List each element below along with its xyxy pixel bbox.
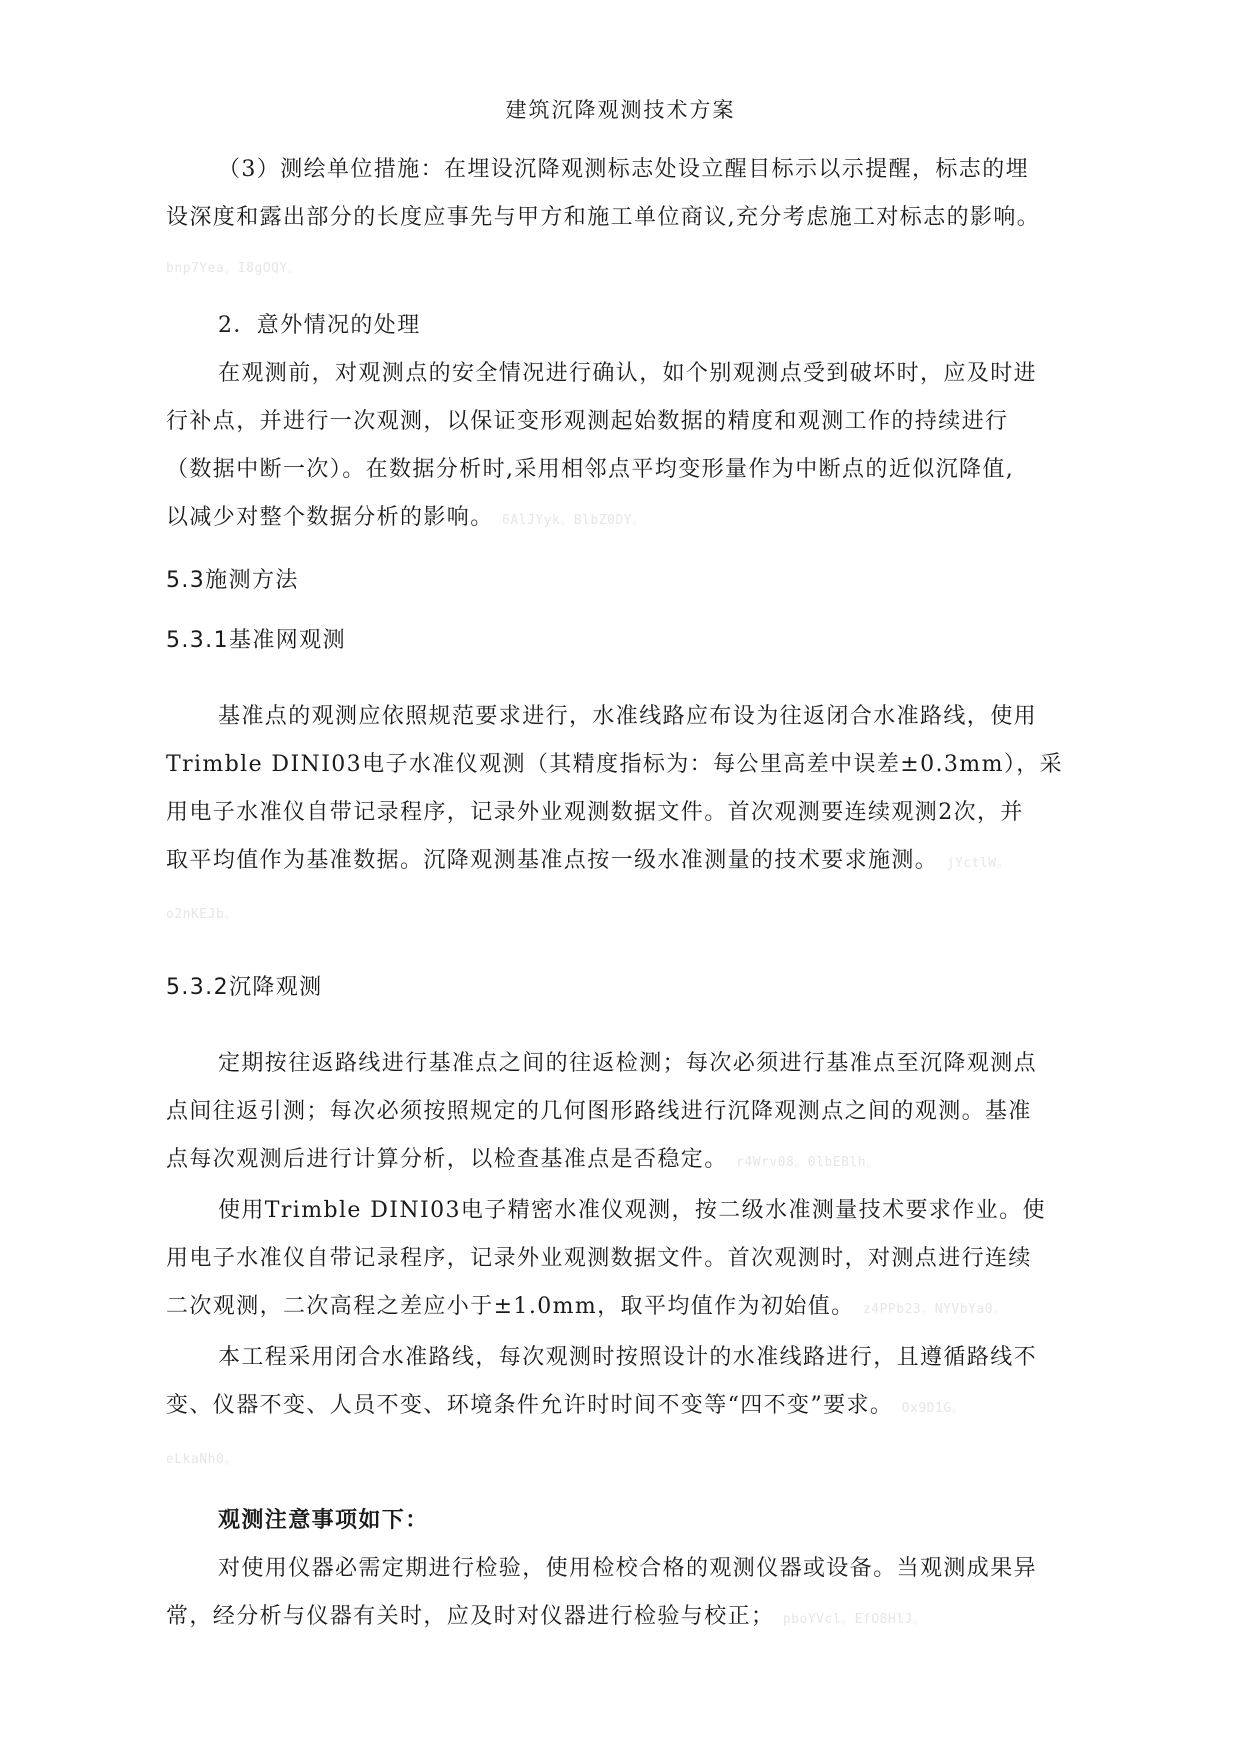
watermark-text: jYctlW。 <box>946 856 1011 871</box>
paragraph-text: 点每次观测后进行计算分析，以检查基准点是否稳定。 <box>166 1147 728 1172</box>
paragraph-line <box>166 494 1086 545</box>
paragraph-line: 本工程采用闭合水准路线，每次观测时按照设计的水准线路进行，且遵循路线不 <box>218 1345 1038 1370</box>
paragraph-line <box>166 837 1086 888</box>
paragraph-line: Trimble DINI03电子水准仪观测（其精度指标为：每公里高差中误差±0.3mm），采 <box>166 752 1064 777</box>
paragraph-line: 使用Trimble DINI03电子精密水准仪观测，按二级水准测量技术要求作业。使 <box>218 1198 1046 1223</box>
paragraph-line <box>166 1136 1086 1187</box>
watermark-text: Ox9D1G。 <box>901 1401 966 1416</box>
section-heading-5-3-2: 5.3.2沉降观测 <box>166 975 323 1000</box>
paragraph-line <box>166 1283 1086 1334</box>
watermark-text: o2nKEJb。 <box>166 907 238 922</box>
paragraph-line: 对使用仪器必需定期进行检验，使用检校合格的观测仪器或设备。当观测成果异 <box>218 1556 1038 1581</box>
paragraph-line: 用电子水准仪自带记录程序，记录外业观测数据文件。首次观测要连续观测2次，并 <box>166 800 1024 825</box>
section-heading-accident: 2．意外情况的处理 <box>218 313 421 338</box>
watermark-text: 6AlJYyk。BlbZ0DY。 <box>502 513 646 528</box>
paragraph-text: 变、仪器不变、人员不变、环境条件允许时时间不变等“四不变”要求。 <box>166 1393 894 1418</box>
section-heading-5-3: 5.3施测方法 <box>166 568 299 593</box>
watermark-text: r4Wrv08。0lbEBlh。 <box>736 1155 880 1170</box>
notes-heading: 观测注意事项如下： <box>218 1508 429 1533</box>
watermark-line <box>166 888 1086 936</box>
watermark-text: pboYVcl。EfO8HlJ。 <box>782 1612 927 1627</box>
paragraph-text: 二次观测，二次高程之差应小于±1.0mm，取平均值作为初始值。 <box>166 1294 855 1319</box>
paragraph-line <box>166 1382 1086 1433</box>
paragraph-line: 在观测前，对观测点的安全情况进行确认，如个别观测点受到破坏时，应及时进 <box>218 361 1038 386</box>
paragraph-text: 常，经分析与仪器有关时，应及时对仪器进行检验与校正； <box>166 1604 775 1629</box>
paragraph-line: （3）测绘单位措施：在埋设沉降观测标志处设立醒目标示以示提醒，标志的埋 <box>218 157 1029 182</box>
document-body <box>166 146 1086 1644</box>
paragraph-text: 以减少对整个数据分析的影响。 <box>166 505 494 530</box>
paragraph-line: （数据中断一次）。在数据分析时,采用相邻点平均变形量作为中断点的近似沉降值, <box>166 457 1015 482</box>
watermark-text: bnp7Yea。I8gOQY。 <box>166 261 302 276</box>
paragraph-line: 点间往返引测；每次必须按照规定的几何图形路线进行沉降观测点之间的观测。基准 <box>166 1099 1032 1124</box>
paragraph-text: 取平均值作为基准数据。沉降观测基准点按一级水准测量的技术要求施测。 <box>166 848 939 873</box>
watermark-text: eLkaNh0。 <box>166 1452 238 1467</box>
paragraph-line: 基准点的观测应依照规范要求进行，水准线路应布设为往返闭合水准路线，使用 <box>218 704 1038 729</box>
watermark-text: z4PPb23。NYVbYa0。 <box>862 1302 1007 1317</box>
section-heading-5-3-1: 5.3.1基准网观测 <box>166 628 346 653</box>
paragraph-line <box>166 1593 1086 1644</box>
paragraph-line: 设深度和露出部分的长度应事先与甲方和施工单位商议,充分考虑施工对标志的影响。 <box>166 205 1041 230</box>
paragraph-line: 定期按往返路线进行基准点之间的往返检测；每次必须进行基准点至沉降观测点 <box>218 1051 1038 1076</box>
page-header-title: 建筑沉降观测技术方案 <box>505 98 736 122</box>
paragraph-line: 行补点，并进行一次观测，以保证变形观测起始数据的精度和观测工作的持续进行 <box>166 409 1009 434</box>
paragraph-line: 用电子水准仪自带记录程序，记录外业观测数据文件。首次观测时，对测点进行连续 <box>166 1246 1032 1271</box>
watermark-line <box>166 242 1086 290</box>
watermark-line <box>166 1433 1086 1481</box>
